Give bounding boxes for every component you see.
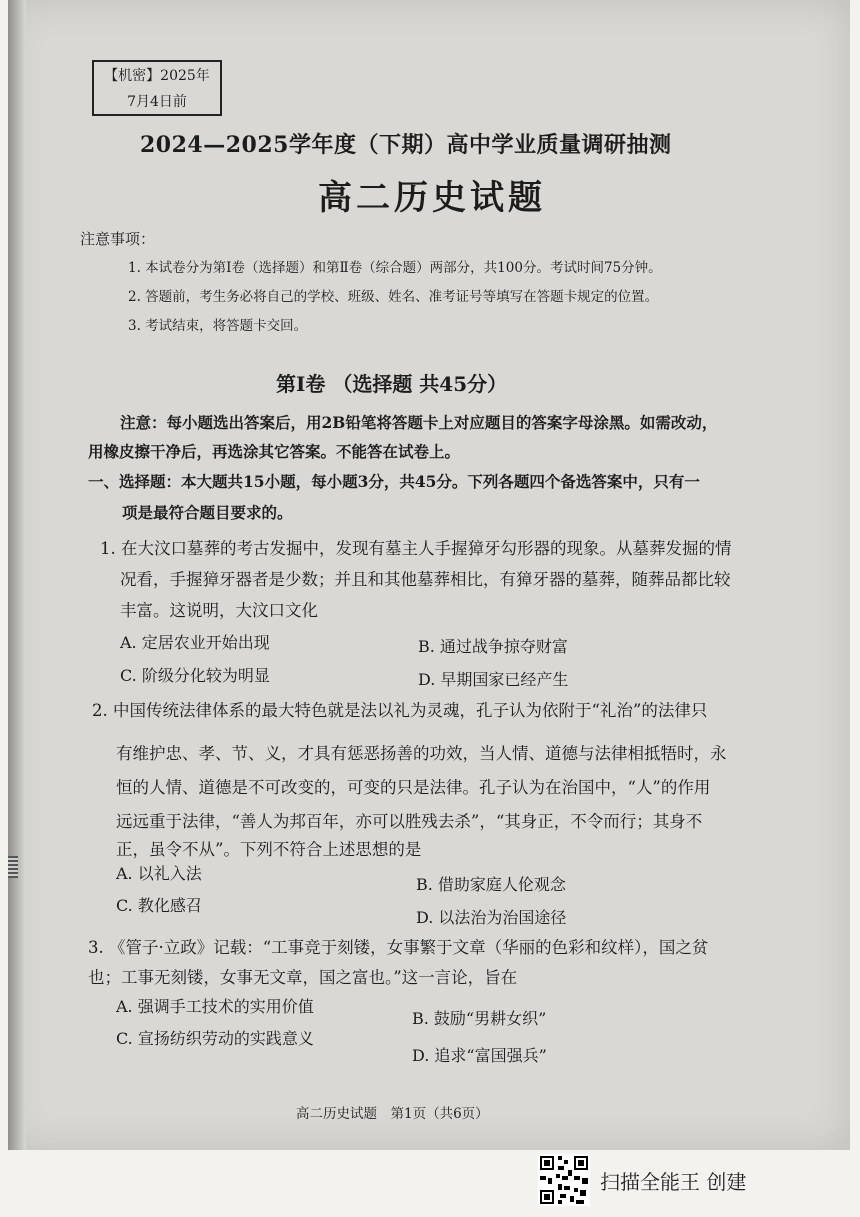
note-item: 3. 考试结束，将答题卡交回。	[128, 318, 308, 334]
part-title: 第Ⅰ卷 （选择题 共45分）	[276, 372, 508, 396]
instruction-line: 注意：每小题选出答案后，用2B铅笔将答题卡上对应题目的答案字母涂黑。如需改动，	[120, 413, 718, 432]
question-1-option-c[interactable]: C. 阶级分化较为明显	[120, 666, 270, 685]
question-2-line: 有维护忠、孝、节、义，才具有惩恶扬善的功效，当人情、道德与法律相抵牾时，永	[116, 744, 727, 763]
subject-title: 高二历史试题	[318, 178, 546, 218]
question-2-option-c[interactable]: C. 教化感召	[116, 896, 202, 915]
note-item: 1. 本试卷分为第Ⅰ卷（选择题）和第Ⅱ卷（综合题）两部分，共100分。考试时间75分钟。	[128, 260, 662, 276]
question-3-option-a[interactable]: A. 强调手工技术的实用价值	[116, 997, 314, 1016]
section-heading: 一、选择题：本大题共15小题，每小题3分，共45分。下列各题四个备选答案中，只有一	[88, 472, 700, 491]
notes-title: 注意事项：	[80, 230, 156, 248]
question-1-option-a[interactable]: A. 定居农业开始出现	[120, 633, 270, 652]
question-2-option-b[interactable]: B. 借助家庭人伦观念	[416, 875, 566, 894]
question-1-line: 况看，手握獐牙器者是少数；并且和其他墓葬相比，有獐牙器的墓葬，随葬品都比较	[120, 570, 731, 589]
note-item: 2. 答题前，考生务必将自己的学校、班级、姓名、准考证号等填写在答题卡规定的位置。	[128, 289, 659, 305]
question-2-line: 正，虽令不从”。下列不符合上述思想的是	[116, 840, 422, 859]
question-2-line: 恒的人情、道德是不可改变的，可变的只是法律。孔子认为在治国中，“人”的作用	[116, 778, 711, 797]
question-3-option-c[interactable]: C. 宣扬纺织劳动的实践意义	[116, 1029, 314, 1048]
page-shadow	[8, 0, 26, 1150]
confidential-line-2: 7月4日前	[127, 94, 187, 110]
question-1-line: 1. 在大汶口墓葬的考古发掘中，发现有墓主人手握獐牙勾形器的现象。从墓葬发掘的情	[100, 539, 732, 558]
question-3-option-b[interactable]: B. 鼓励“男耕女织”	[412, 1009, 547, 1028]
question-2-option-d[interactable]: D. 以法治为治国途径	[416, 908, 567, 927]
question-1-option-b[interactable]: B. 通过战争掠夺财富	[418, 637, 568, 656]
question-3-option-d[interactable]: D. 追求“富国强兵”	[412, 1046, 547, 1065]
binding-mark	[8, 856, 18, 878]
confidential-line-1: 【机密】2025年	[104, 68, 210, 84]
question-2-option-a[interactable]: A. 以礼入法	[116, 864, 202, 883]
confidential-stamp	[92, 60, 222, 116]
question-3-line: 也；工事无刻镂，女事无文章，国之富也。”这一言论，旨在	[88, 968, 518, 987]
question-1-option-d[interactable]: D. 早期国家已经产生	[418, 670, 569, 689]
question-2-line: 2. 中国传统法律体系的最大特色就是法以礼为灵魂，孔子认为依附于“礼治”的法律只	[92, 701, 708, 720]
scanner-watermark: 扫描全能王 创建	[600, 1170, 747, 1194]
question-1-line: 丰富。这说明，大汶口文化	[120, 601, 318, 620]
question-2-line: 远远重于法律，“善人为邦百年，亦可以胜残去杀”，“其身正，不令而行；其身不	[116, 812, 703, 831]
question-3-line: 3. 《管子·立政》记载：“工事竞于刻镂，女事繁于文章（华丽的色彩和纹样），国之贫	[88, 938, 709, 957]
exam-title: 2024—2025学年度（下期）高中学业质量调研抽测	[140, 132, 672, 158]
instruction-line: 用橡皮擦干净后，再选涂其它答案。不能答在试卷上。	[88, 442, 461, 461]
section-heading: 项是最符合题目要求的。	[122, 503, 293, 522]
page-footer: 高二历史试题 第1页（共6页）	[296, 1106, 489, 1122]
qr-code-icon	[538, 1154, 590, 1206]
